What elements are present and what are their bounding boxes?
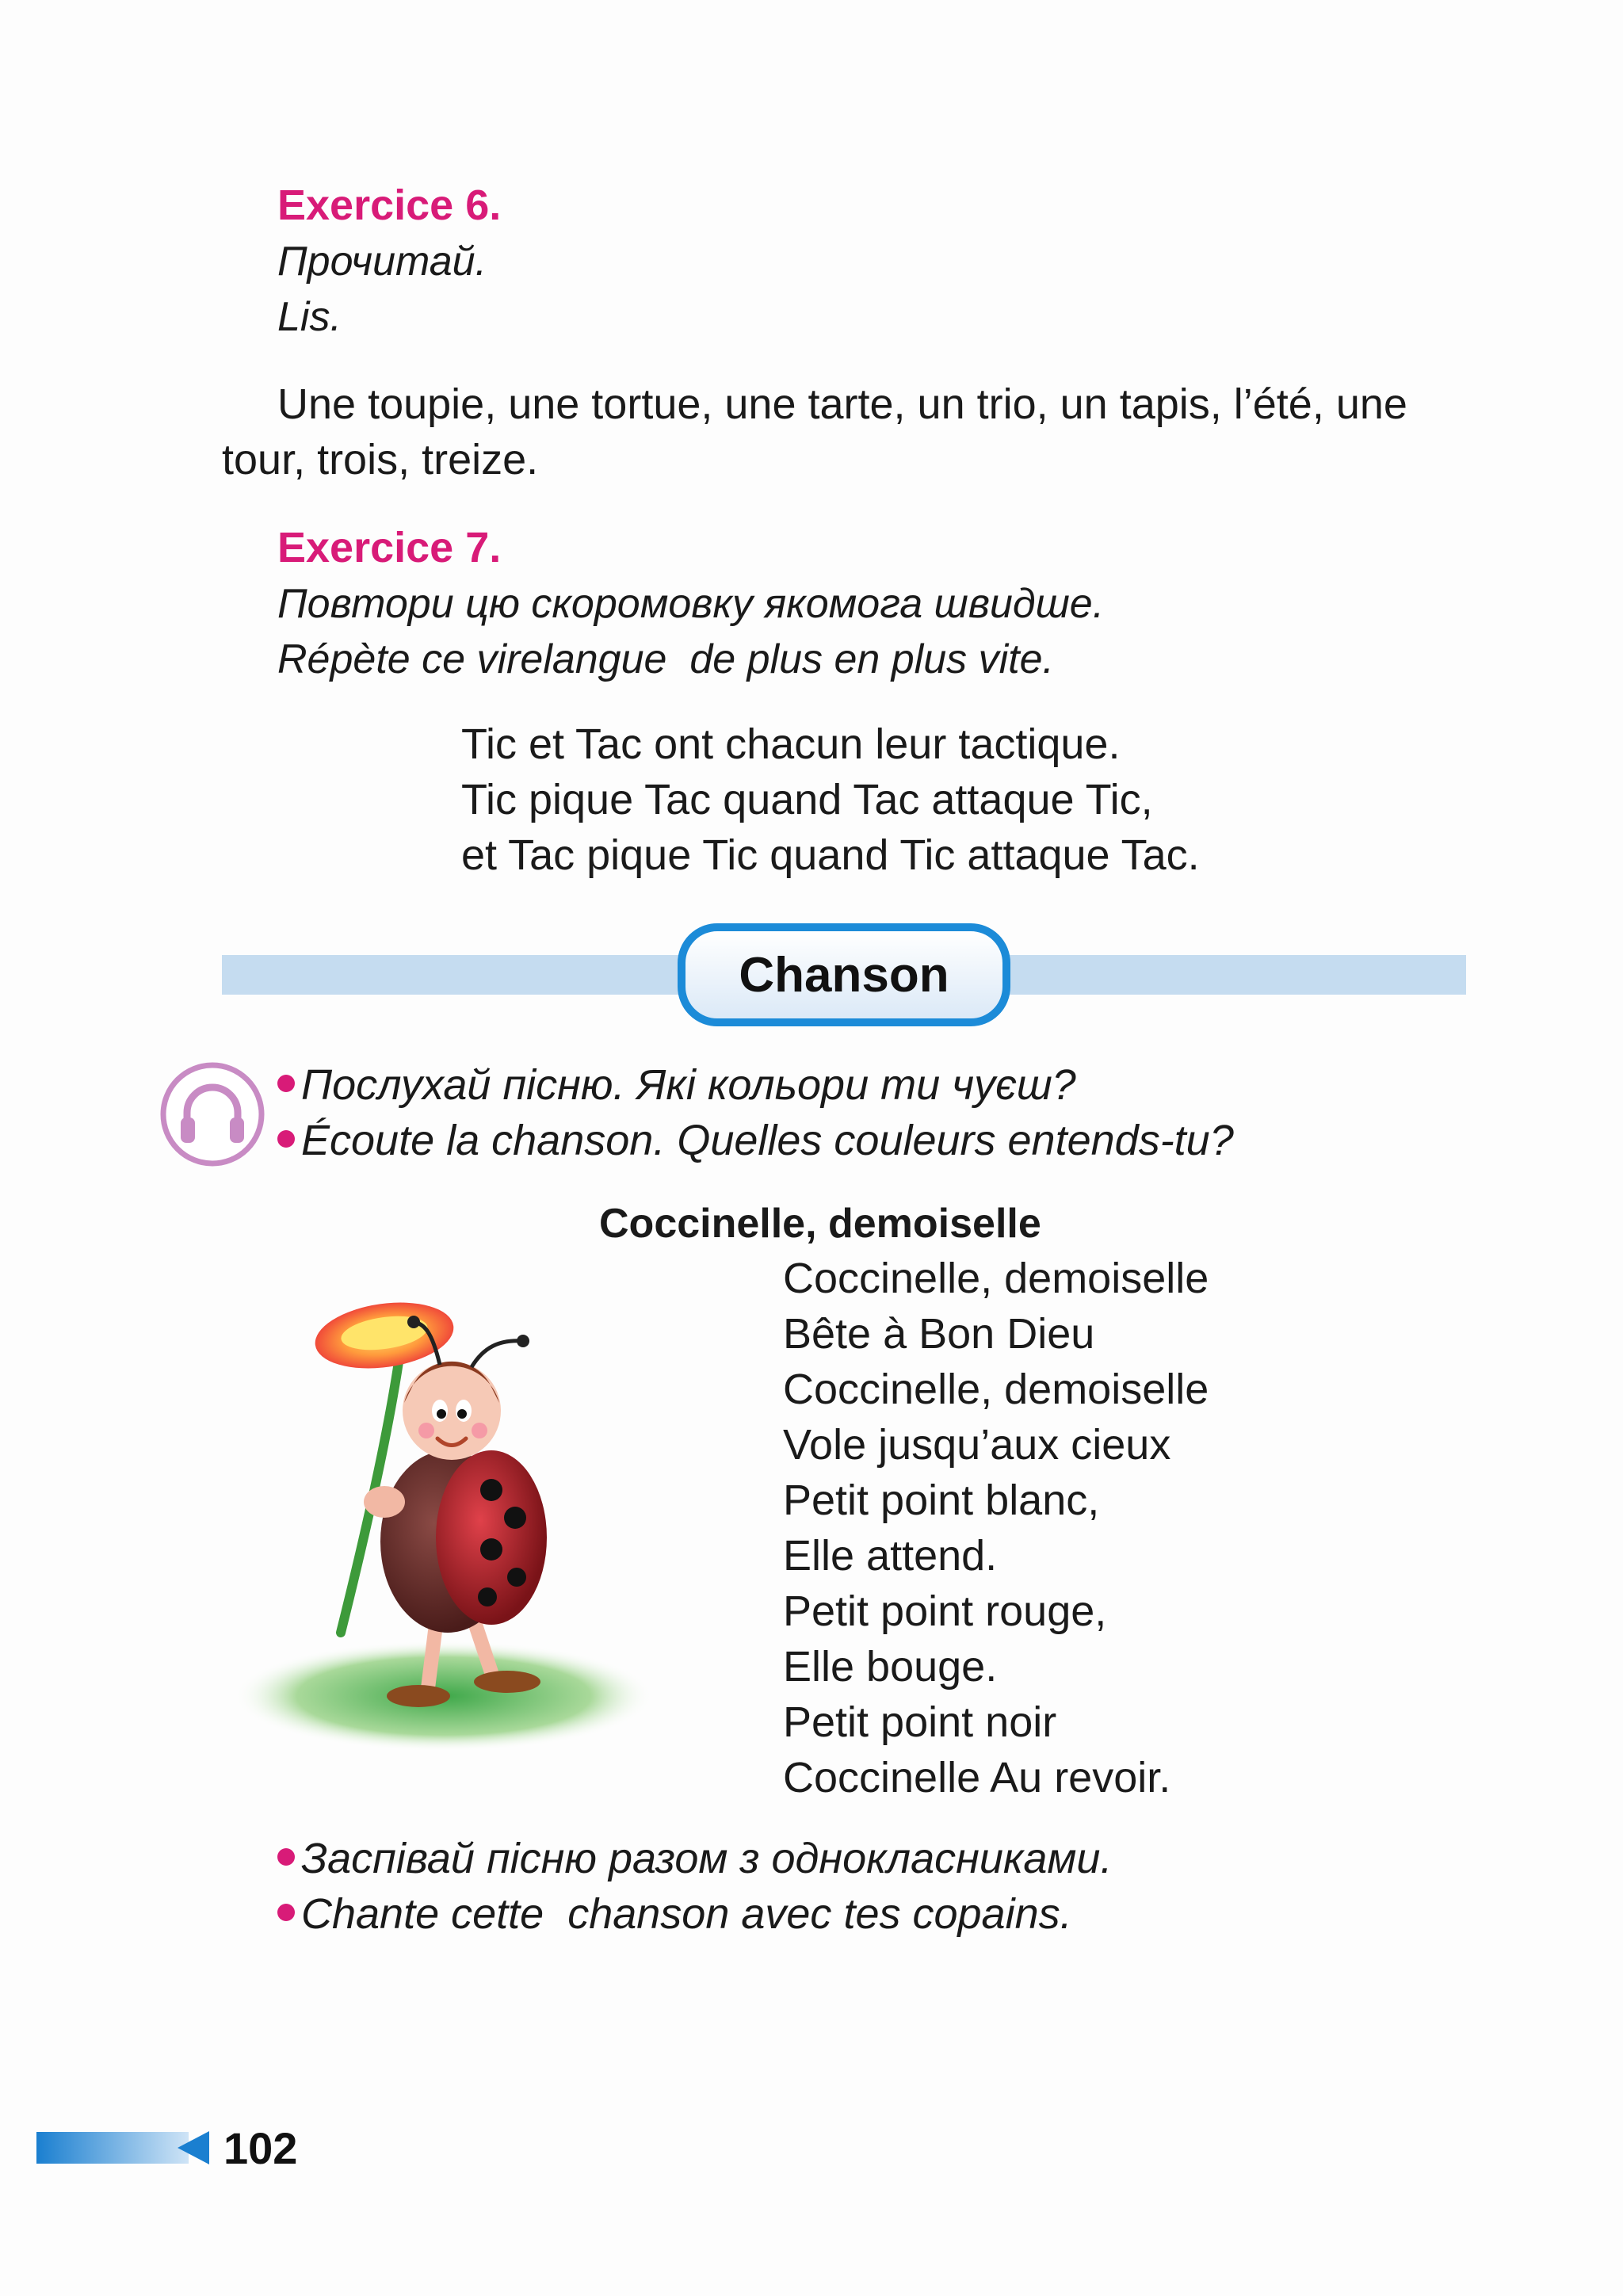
tongue-twister-line: Tic pique Tac quand Tac attaque Tic,: [461, 776, 1153, 823]
page-number: 102: [223, 2123, 298, 2173]
headphones-icon: [158, 1060, 266, 1168]
song-line: Coccinelle, demoiselle: [783, 1366, 1209, 1413]
bullet-icon: [277, 1075, 295, 1092]
bullet-icon: [277, 1904, 295, 1921]
exercise-6-instruction-ua: Прочитай.: [277, 239, 487, 285]
exercise-6-text-line2: tour, trois, treize.: [222, 436, 539, 483]
sing-bullet-ua-text: Заспівай пісню разом з однокласниками.: [301, 1835, 1113, 1882]
song-verses: [783, 1251, 1209, 1805]
bullet-icon: [277, 1848, 295, 1866]
exercise-6-title: Exercice 6.: [277, 181, 502, 229]
sing-bullet-ua: [277, 1834, 1112, 1883]
footer-bar: [36, 2132, 189, 2164]
ladybug-illustration: [230, 1276, 674, 1752]
exercise-7-title: Exercice 7.: [277, 524, 502, 571]
sing-bullet-fr: [277, 1889, 1072, 1939]
song-line: Vole jusqu’aux cieux: [783, 1421, 1171, 1469]
sing-bullet-fr-text: Chante cette chanson avec tes copains.: [301, 1890, 1072, 1938]
song-line: Elle attend.: [783, 1532, 998, 1580]
song-line: Elle bouge.: [783, 1643, 998, 1690]
listen-bullet-fr: [277, 1116, 1234, 1165]
song-line: Petit point rouge,: [783, 1587, 1107, 1635]
song-line: Petit point blanc,: [783, 1477, 1100, 1524]
song-title: Coccinelle, demoiselle: [599, 1201, 1041, 1247]
listen-bullet-ua-text: Послухай пісню. Які кольори ти чуєш?: [301, 1061, 1076, 1109]
exercise-6-text-line1: Une toupie, une tortue, une tarte, un trio, un tapis, l’été, une: [277, 380, 1407, 428]
tongue-twister: [461, 716, 1200, 883]
listen-bullet-ua: [277, 1060, 1076, 1110]
section-title: Chanson: [739, 947, 949, 1003]
tongue-twister-line: et Tac pique Tic quand Tic attaque Tac.: [461, 831, 1200, 879]
song-line: Coccinelle Au revoir.: [783, 1754, 1171, 1801]
page-arrow-icon: [174, 2130, 211, 2166]
exercise-6-instruction-fr: Lis.: [277, 294, 342, 340]
exercise-7-instruction-fr: Répète ce virelangue de plus en plus vite.: [277, 636, 1054, 682]
bullet-icon: [277, 1130, 295, 1148]
song-line: Petit point noir: [783, 1698, 1057, 1746]
section-header-box: [678, 923, 1010, 1026]
exercise-7-instruction-ua: Повтори цю скоромовку якомога швидше.: [277, 581, 1105, 627]
listen-bullet-fr-text: Écoute la chanson. Quelles couleurs entends-tu?: [301, 1117, 1234, 1164]
tongue-twister-line: Tic et Tac ont chacun leur tactique.: [461, 720, 1121, 768]
song-line: Coccinelle, demoiselle: [783, 1255, 1209, 1302]
song-line: Bête à Bon Dieu: [783, 1310, 1095, 1358]
